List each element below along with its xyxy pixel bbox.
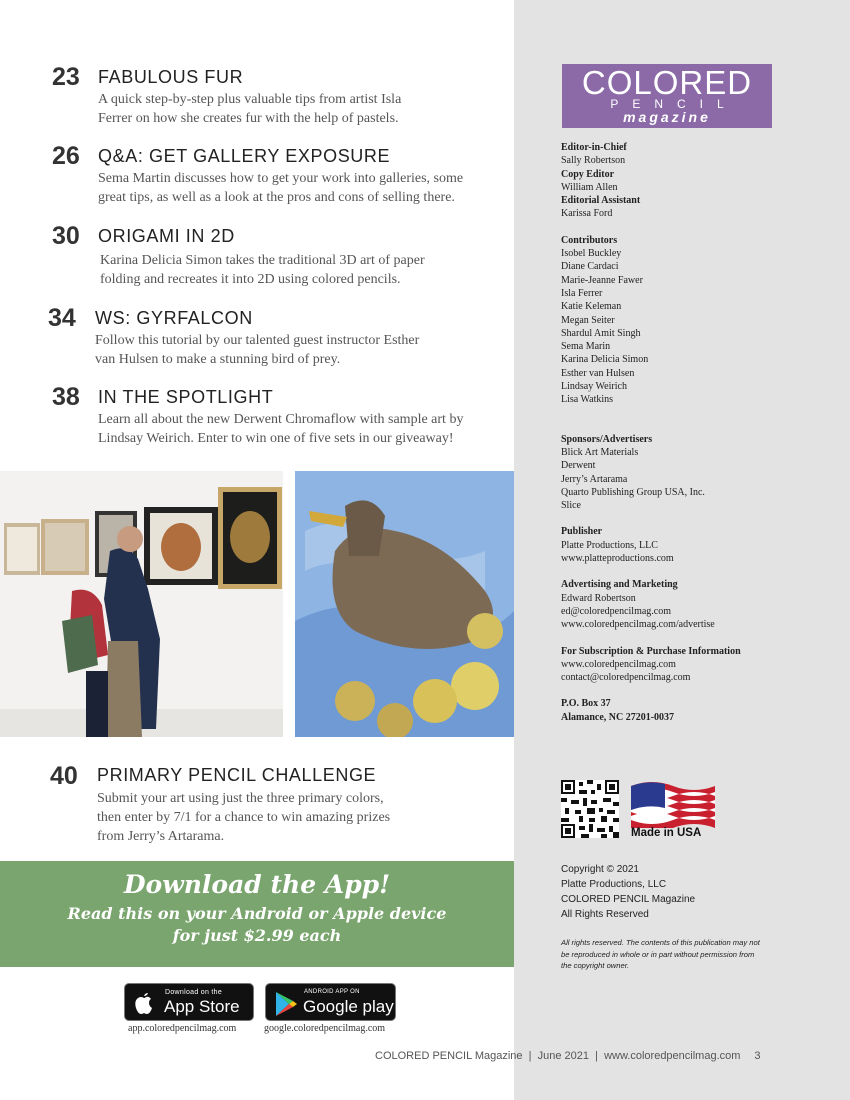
qr-code-icon[interactable] xyxy=(561,780,619,838)
google-play-url[interactable]: google.coloredpencilmag.com xyxy=(264,1023,386,1034)
article-description: Submit your art using just the three primary colors, then enter by 7/1 for a chance to win amazing prizes from Jerry’s Artarama. xyxy=(97,791,391,844)
copyright-block: Copyright © 2021 Platte Productions, LLC COLORED PENCIL Magazine All Rights Reserved xyxy=(561,864,696,920)
article-description: Learn all about the new Derwent Chromaflow with sample art by Lindsay Weirich. Enter to win one of five sets in our giveaway! xyxy=(98,412,464,446)
google-play-button[interactable] xyxy=(265,983,396,1021)
article-title: PRIMARY PENCIL CHALLENGE xyxy=(97,765,377,785)
apple-icon xyxy=(134,991,154,1015)
article-title: ORIGAMI IN 2D xyxy=(98,226,235,246)
gallery-photo xyxy=(0,471,283,737)
footer-text: COLORED PENCIL Magazine | June 2021 | www.coloredpencilmag.com xyxy=(375,1050,741,1062)
article-title: IN THE SPOTLIGHT xyxy=(98,387,274,407)
masthead-credits: Editor-in-Chief Sally Robertson Copy Editor William Allen Editorial Assistant Karissa Ford Contributors Isobel Buckley Diane Cardaci Marie-Jeanne Fawer Isla Ferrer Katie Keleman Megan Seiter Shardul Amit Singh Sema Marin Karina Delicia Simon Esther van Hulsen Lindsay Weirich Lisa Watkins Sponsors/Advertisers Blick Art Materials Derwent Jerry’s Artarama Quarto Publishing Group USA, Inc. Slice Publisher Platte Productions, LLC www.platteproductions.com Advertising and Marketing Edward Robertson ed@coloredpencilmag.com www.coloredpencilmag.com/advertise For Subscription & Purchase Information www.coloredpencilmag.com contact@coloredpencilmag.com P.O. Box 37 Alamance, NC 27201-0037 xyxy=(561,142,741,723)
article-description: Karina Delicia Simon takes the traditional 3D art of paper folding and recreates it into 2D using colored pencils. xyxy=(100,253,425,287)
store-small-label: ANDROID APP ON xyxy=(304,989,360,995)
banner-title: Download the App! xyxy=(123,870,391,899)
article-title: FABULOUS FUR xyxy=(98,67,244,87)
app-store-url[interactable]: app.coloredpencilmag.com xyxy=(128,1023,237,1034)
app-promo-banner xyxy=(0,861,514,967)
page-number: 34 xyxy=(48,304,76,332)
page-number: 38 xyxy=(52,383,80,411)
us-flag-icon xyxy=(631,780,715,828)
rights-notice: All rights reserved. The contents of this publication may not be reproduced in whole or in part without permission from the copyright owner. xyxy=(561,938,760,970)
google-play-icon xyxy=(274,991,298,1017)
magazine-logo: COLORED PENCIL magazine xyxy=(562,64,772,128)
page-number: 26 xyxy=(52,142,80,170)
store-small-label: Download on the xyxy=(165,989,223,996)
store-label: App Store xyxy=(164,997,240,1016)
banner-line: for just $2.99 each xyxy=(172,926,342,945)
article-description: Sema Martin discusses how to get your work into galleries, some great tips, as well as a look at the pros and cons of selling there. xyxy=(98,171,464,205)
duck-artwork xyxy=(295,471,514,737)
page-number: 23 xyxy=(52,63,80,91)
masthead-sidebar xyxy=(514,0,850,1100)
page-number: 30 xyxy=(52,222,80,250)
article-description: Follow this tutorial by our talented guest instructor Esther van Hulsen to make a stunning bird of prey. xyxy=(95,333,420,367)
store-label: Google play xyxy=(303,997,394,1016)
footer-page-number: 3 xyxy=(754,1050,761,1062)
article-title: WS: GYRFALCON xyxy=(95,308,253,328)
page-number: 40 xyxy=(50,762,78,790)
article-description: A quick step-by-step plus valuable tips from artist Isla Ferrer on how she creates fur with the help of pastels. xyxy=(98,92,402,126)
article-title: Q&A: GET GALLERY EXPOSURE xyxy=(98,146,391,166)
made-in-usa-label: Made in USA xyxy=(631,827,702,839)
app-store-button[interactable] xyxy=(124,983,254,1021)
banner-line: Read this on your Android or Apple device xyxy=(67,904,447,923)
page-footer xyxy=(375,1050,761,1062)
